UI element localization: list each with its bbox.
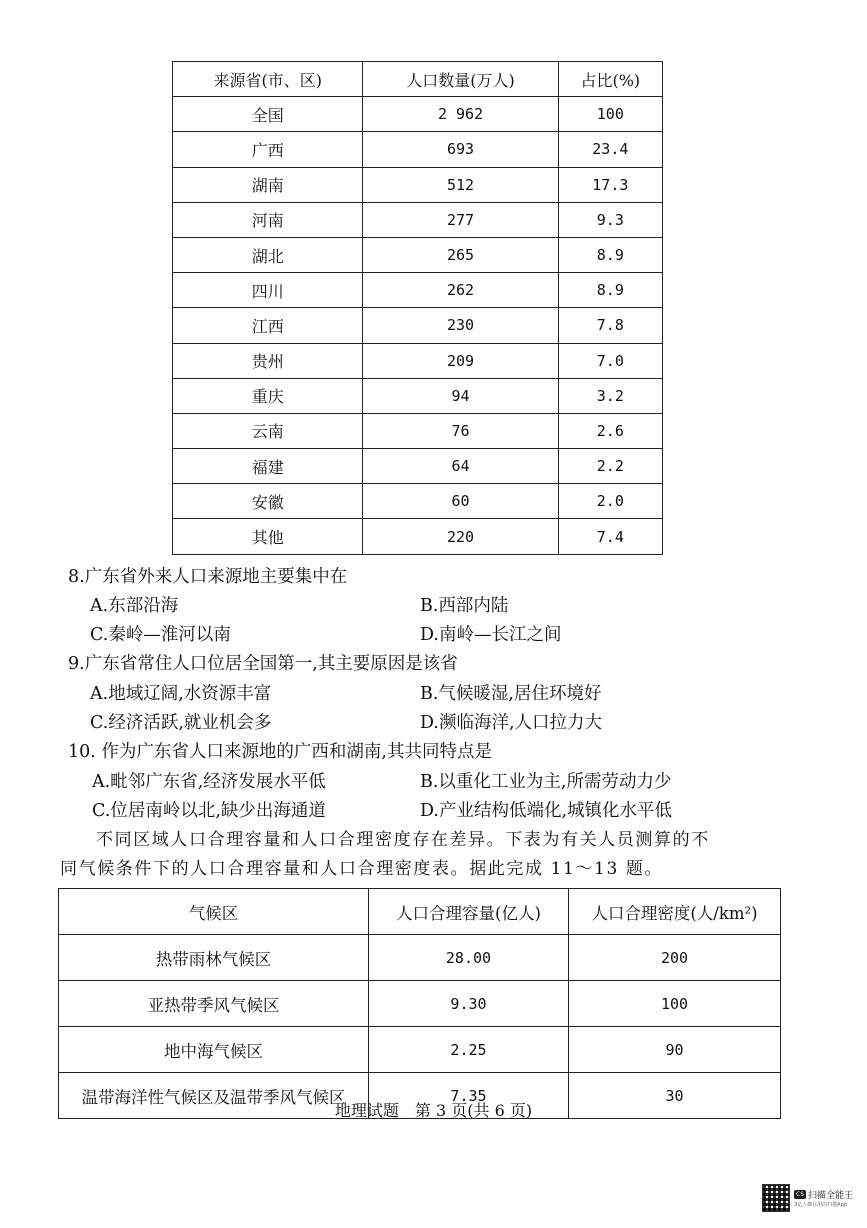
question-9-stem: 9.广东省常住人口位居全国第一,其主要原因是该省: [68, 654, 458, 674]
table-cell: 9.3: [558, 202, 662, 237]
table-cell: 100: [568, 981, 780, 1027]
table-row: [59, 1027, 781, 1073]
watermark-subtitle: 3亿人都在用的扫描App: [794, 1202, 847, 1208]
column-header: 来源省(市、区): [173, 62, 363, 97]
table-cell: 693: [363, 132, 558, 167]
table-cell: 全国: [173, 97, 363, 132]
question-8-stem: 8.广东省外来人口来源地主要集中在: [68, 567, 348, 587]
table-cell: 贵州: [173, 343, 363, 378]
question-8-option-d: D.南岭—长江之间: [420, 625, 562, 645]
qr-code-icon: [762, 1184, 790, 1212]
table-cell: 7.4: [558, 519, 662, 554]
table-cell: 9.30: [369, 981, 569, 1027]
table-cell: 23.4: [558, 132, 662, 167]
watermark-name: 扫描全能王: [808, 1191, 854, 1201]
table-cell: 7.8: [558, 308, 662, 343]
table-cell: 福建: [173, 449, 363, 484]
table-cell: 220: [363, 519, 558, 554]
table-cell: 76: [363, 413, 558, 448]
question-8-option-a: A.东部沿海: [90, 596, 179, 616]
table-cell: 94: [363, 378, 558, 413]
table-cell: 河南: [173, 202, 363, 237]
question-10-option-b: B.以重化工业为主,所需劳动力少: [420, 772, 672, 792]
table-cell: 7.35: [369, 1073, 569, 1119]
table-cell: 温带海洋性气候区及温带季风气候区: [59, 1073, 369, 1119]
table-cell: 28.00: [369, 935, 569, 981]
question-9-option-c: C.经济活跃,就业机会多: [90, 713, 272, 733]
table-cell: 200: [568, 935, 780, 981]
table-row: [59, 981, 781, 1027]
table-cell: 7.0: [558, 343, 662, 378]
table-cell: 湖南: [173, 167, 363, 202]
table-cell: 512: [363, 167, 558, 202]
question-10-option-c: C.位居南岭以北,缺少出海通道: [92, 801, 326, 821]
table-cell: 其他: [173, 519, 363, 554]
column-header: 人口合理密度(人/km²): [568, 889, 780, 935]
table-row: [173, 378, 663, 413]
table-cell: 热带雨林气候区: [59, 935, 369, 981]
table-cell: 64: [363, 449, 558, 484]
table-cell: 3.2: [558, 378, 662, 413]
table-cell: 广西: [173, 132, 363, 167]
question-9-option-b: B.气候暖湿,居住环境好: [420, 684, 602, 704]
table-header-row: [59, 889, 781, 935]
table-row: [173, 202, 663, 237]
question-8-option-c: C.秦岭—淮河以南: [90, 625, 231, 645]
table-cell: 安徽: [173, 484, 363, 519]
watermark-top: [794, 1188, 853, 1201]
population-source-table: [172, 61, 663, 555]
table-row: [59, 935, 781, 981]
table-row: [173, 273, 663, 308]
table-cell: 8.9: [558, 237, 662, 272]
table-row: [173, 237, 663, 272]
question-10-stem: 10. 作为广东省人口来源地的广西和湖南,其共同特点是: [68, 742, 492, 762]
table-cell: 265: [363, 237, 558, 272]
climate-population-table: [58, 888, 781, 1119]
table-cell: 2.2: [558, 449, 662, 484]
scanner-watermark: [762, 1180, 854, 1216]
table-row: [173, 167, 663, 202]
table-cell: 地中海气候区: [59, 1027, 369, 1073]
table-cell: 230: [363, 308, 558, 343]
question-10-option-d: D.产业结构低端化,城镇化水平低: [420, 801, 673, 821]
table-row: [173, 308, 663, 343]
watermark-text: [794, 1188, 853, 1208]
table-cell: 2.0: [558, 484, 662, 519]
column-header: 人口数量(万人): [363, 62, 558, 97]
question-10-option-a: A.毗邻广东省,经济发展水平低: [92, 772, 326, 792]
table-row: [173, 413, 663, 448]
table-cell: 云南: [173, 413, 363, 448]
table-cell: 江西: [173, 308, 363, 343]
table-row: [173, 343, 663, 378]
question-8-option-b: B.西部内陆: [420, 596, 509, 616]
table-cell: 2.6: [558, 413, 662, 448]
cs-logo-icon: CS: [796, 1191, 804, 1198]
table-cell: 262: [363, 273, 558, 308]
page-footer: 地理试题 第 3 页(共 6 页): [334, 1101, 533, 1120]
table-cell: 重庆: [173, 378, 363, 413]
column-header: 占比(%): [558, 62, 662, 97]
table-cell: 209: [363, 343, 558, 378]
table-cell: 277: [363, 202, 558, 237]
intro-paragraph-line-2: 同气候条件下的人口合理容量和人口合理密度表。据此完成 11～13 题。: [60, 859, 664, 879]
column-header: 气候区: [59, 889, 369, 935]
table-cell: 30: [568, 1073, 780, 1119]
table-header-row: [173, 62, 663, 97]
table-cell: 60: [363, 484, 558, 519]
table-cell: 湖北: [173, 237, 363, 272]
table-row: [173, 519, 663, 554]
table-cell: 四川: [173, 273, 363, 308]
table-row: [173, 132, 663, 167]
table-cell: 亚热带季风气候区: [59, 981, 369, 1027]
table-row: [173, 97, 663, 132]
question-9-option-a: A.地域辽阔,水资源丰富: [90, 684, 272, 704]
table-row: [173, 484, 663, 519]
intro-paragraph-line-1: 不同区域人口合理容量和人口合理密度存在差异。下表为有关人员测算的不: [96, 830, 710, 850]
table-cell: 17.3: [558, 167, 662, 202]
table-cell: 90: [568, 1027, 780, 1073]
table-row: [173, 449, 663, 484]
column-header: 人口合理容量(亿人): [369, 889, 569, 935]
table-cell: 8.9: [558, 273, 662, 308]
table-cell: 2 962: [363, 97, 558, 132]
table-cell: 100: [558, 97, 662, 132]
question-9-option-d: D.濒临海洋,人口拉力大: [420, 713, 603, 733]
table-cell: 2.25: [369, 1027, 569, 1073]
